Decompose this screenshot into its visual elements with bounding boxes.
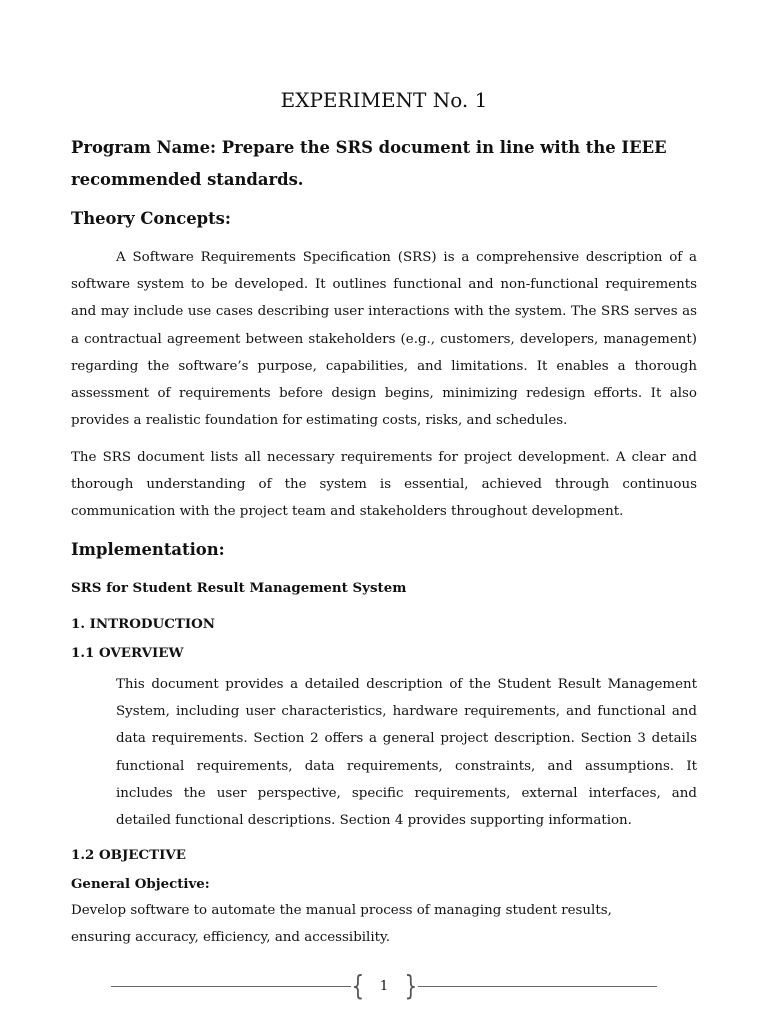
implementation-heading: Implementation: (71, 540, 225, 559)
overview-heading: 1.1 OVERVIEW (71, 645, 184, 661)
footer-rule-left (111, 986, 351, 987)
srs-title: SRS for Student Result Management System (71, 580, 407, 596)
footer-rule-right (418, 986, 657, 987)
theory-heading: Theory Concepts: (71, 209, 231, 228)
overview-paragraph: This document provides a detailed description of the Student Result Management System, including user characteristics, hardware requirements, and functional and data requirements. Section 2 offers a general project description. Section 3 details functional requirements, data requirements, constraints, and assumptions. It includes the user perspective, specific requirements, external interfaces, and detailed functional descriptions. Section 4 provides supporting information. (116, 677, 697, 829)
general-objective-text: Develop software to automate the manual process of managing student results, ensuring accuracy, efficiency, and accessibility. (71, 903, 612, 946)
section-introduction-heading: 1. INTRODUCTION (71, 616, 215, 632)
footer-left-brace: { (351, 969, 365, 1002)
page-title: EXPERIMENT No. 1 (280, 88, 488, 112)
theory-paragraph-2: The SRS document lists all necessary requirements for project development. A clear and thorough understanding of the system is essential, achieved through continuous communication with the project team and stakeholders throughout development. (71, 450, 697, 520)
objective-heading: 1.2 OBJECTIVE (71, 847, 186, 863)
footer-right-brace: } (404, 969, 418, 1002)
program-name: Program Name: Prepare the SRS document in line with the IEEE recommended standards. (71, 138, 667, 189)
page-number: 1 (379, 979, 389, 994)
general-objective-label: General Objective: (71, 876, 210, 892)
theory-paragraph-1: A Software Requirements Specification (SRS) is a comprehensive description of a software system to be developed. It outlines functional and non-functional requirements and may include use cases describing user interactions with the system. The SRS serves as a contractual agreement between stakeholders (e.g., customers, developers, management) regarding the software’s purpose, capabilities, and limitations. It enables a thorough assessment of requirements before design begins, minimizing redesign efforts. It also provides a realistic foundation for estimating costs, risks, and schedules. (71, 250, 697, 429)
